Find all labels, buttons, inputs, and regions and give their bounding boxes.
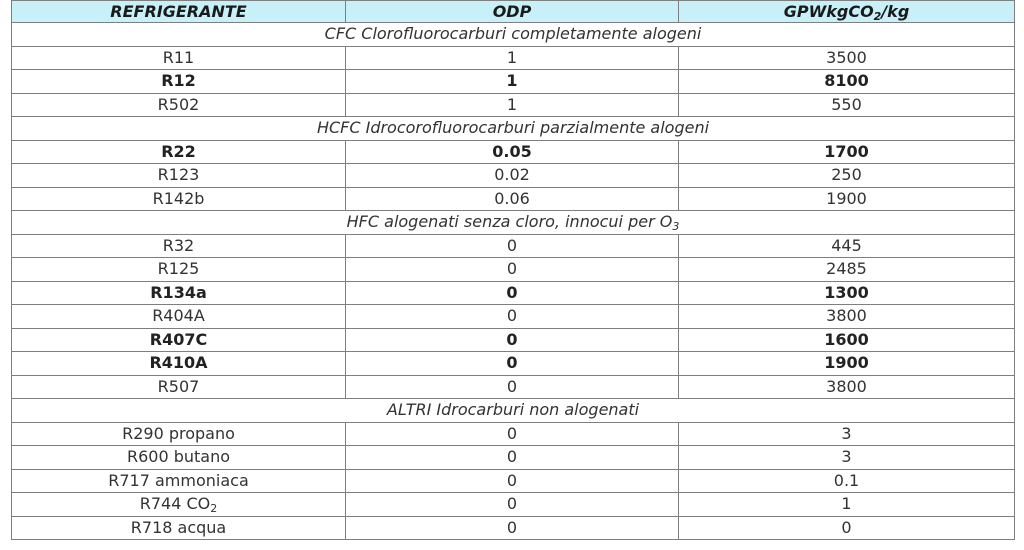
group-title-text: HFC alogenati senza cloro, innocui per O	[346, 212, 673, 232]
cell-odp: 1	[346, 46, 679, 70]
refrigerant-name: R290 propano	[122, 423, 235, 443]
refrigerant-name: R718 acqua	[130, 517, 227, 537]
table-row	[12, 70, 1015, 94]
refrigerant-table	[11, 0, 1015, 540]
table-row	[12, 446, 1015, 470]
table-row	[12, 234, 1015, 258]
table-row	[12, 493, 1015, 517]
cell-odp: 0	[346, 516, 679, 540]
cell-refrigerant	[12, 258, 346, 282]
table-row	[12, 328, 1015, 352]
table-row	[12, 352, 1015, 376]
table-body	[12, 23, 1015, 540]
cell-gwp: 1600	[679, 328, 1015, 352]
cell-gwp: 3500	[679, 46, 1015, 70]
cell-gwp: 3	[679, 446, 1015, 470]
refrigerant-name: R717 ammoniaca	[108, 470, 249, 490]
refrigerant-name: R32	[162, 235, 195, 255]
group-row	[12, 117, 1015, 141]
group-title	[12, 23, 1015, 47]
table-row	[12, 375, 1015, 399]
refrigerant-name: R600 butano	[126, 447, 231, 467]
refrigerant-name: R507	[157, 376, 200, 396]
table-row	[12, 46, 1015, 70]
table-row	[12, 258, 1015, 282]
cell-gwp: 1900	[679, 352, 1015, 376]
cell-refrigerant	[12, 281, 346, 305]
table-row	[12, 305, 1015, 329]
header-gwp-sub: 2	[873, 10, 882, 23]
cell-odp: 0	[346, 352, 679, 376]
cell-odp: 0	[346, 493, 679, 517]
cell-gwp: 445	[679, 234, 1015, 258]
header-gwp-tail: /kg	[881, 2, 910, 21]
table-row	[12, 93, 1015, 117]
cell-refrigerant	[12, 352, 346, 376]
cell-refrigerant	[12, 469, 346, 493]
cell-odp: 0	[346, 305, 679, 329]
table-row	[12, 469, 1015, 493]
cell-odp: 0.02	[346, 164, 679, 188]
group-title-text: HCFC Idrocorofluorocarburi parzialmente alogeni	[316, 118, 710, 138]
cell-refrigerant	[12, 493, 346, 517]
cell-odp: 0	[346, 446, 679, 470]
cell-gwp: 1	[679, 493, 1015, 517]
cell-odp: 0	[346, 328, 679, 352]
group-title-text: CFC Clorofluorocarburi completamente alogeni	[324, 24, 702, 44]
header-gwp	[679, 1, 1015, 23]
table-row	[12, 422, 1015, 446]
cell-gwp: 0	[679, 516, 1015, 540]
refrigerant-name: R123	[157, 165, 200, 185]
header-refrigerant: REFRIGERANTE	[12, 1, 346, 23]
cell-refrigerant	[12, 46, 346, 70]
group-row	[12, 23, 1015, 47]
table-row	[12, 281, 1015, 305]
cell-refrigerant	[12, 516, 346, 540]
cell-gwp: 550	[679, 93, 1015, 117]
group-title	[12, 399, 1015, 423]
cell-refrigerant	[12, 187, 346, 211]
group-title-text: ALTRI Idrocarburi non alogenati	[386, 400, 640, 420]
cell-refrigerant	[12, 328, 346, 352]
cell-gwp: 0.1	[679, 469, 1015, 493]
cell-refrigerant	[12, 422, 346, 446]
cell-odp: 0	[346, 375, 679, 399]
table-row	[12, 140, 1015, 164]
group-row	[12, 211, 1015, 235]
refrigerant-name-sub: 2	[210, 502, 218, 516]
cell-gwp: 3800	[679, 305, 1015, 329]
cell-gwp: 3	[679, 422, 1015, 446]
cell-refrigerant	[12, 234, 346, 258]
cell-gwp: 3800	[679, 375, 1015, 399]
table-row	[12, 187, 1015, 211]
cell-gwp: 1300	[679, 281, 1015, 305]
refrigerant-name: R11	[162, 47, 195, 67]
cell-gwp: 8100	[679, 70, 1015, 94]
cell-odp: 1	[346, 93, 679, 117]
cell-refrigerant	[12, 140, 346, 164]
cell-odp: 0	[346, 422, 679, 446]
table-row	[12, 516, 1015, 540]
cell-gwp: 250	[679, 164, 1015, 188]
table-row	[12, 164, 1015, 188]
refrigerant-name: R125	[157, 259, 200, 279]
group-title-sub: 3	[672, 220, 680, 234]
refrigerant-name: R22	[161, 141, 196, 161]
refrigerant-name: R134a	[150, 282, 207, 302]
cell-odp: 0.06	[346, 187, 679, 211]
group-title	[12, 117, 1015, 141]
cell-odp: 0	[346, 281, 679, 305]
cell-refrigerant	[12, 70, 346, 94]
cell-refrigerant	[12, 164, 346, 188]
cell-odp: 1	[346, 70, 679, 94]
refrigerant-name: R142b	[152, 188, 205, 208]
group-row	[12, 399, 1015, 423]
cell-odp: 0	[346, 258, 679, 282]
cell-refrigerant	[12, 375, 346, 399]
cell-gwp: 2485	[679, 258, 1015, 282]
cell-refrigerant	[12, 446, 346, 470]
table-header	[12, 1, 1015, 23]
cell-refrigerant	[12, 305, 346, 329]
cell-gwp: 1700	[679, 140, 1015, 164]
header-odp: ODP	[346, 1, 679, 23]
cell-odp: 0	[346, 234, 679, 258]
cell-odp: 0.05	[346, 140, 679, 164]
refrigerant-name: R502	[157, 94, 200, 114]
group-title	[12, 211, 1015, 235]
cell-refrigerant	[12, 93, 346, 117]
header-row	[12, 1, 1015, 23]
refrigerant-name: R404A	[152, 306, 205, 326]
refrigerant-name: R407C	[149, 329, 208, 349]
cell-gwp: 1900	[679, 187, 1015, 211]
refrigerant-name: R744 CO	[139, 494, 211, 514]
cell-odp: 0	[346, 469, 679, 493]
refrigerant-name: R410A	[149, 353, 208, 373]
header-gwp-main: GPWkgCO	[783, 2, 874, 21]
refrigerant-name: R12	[161, 71, 196, 91]
